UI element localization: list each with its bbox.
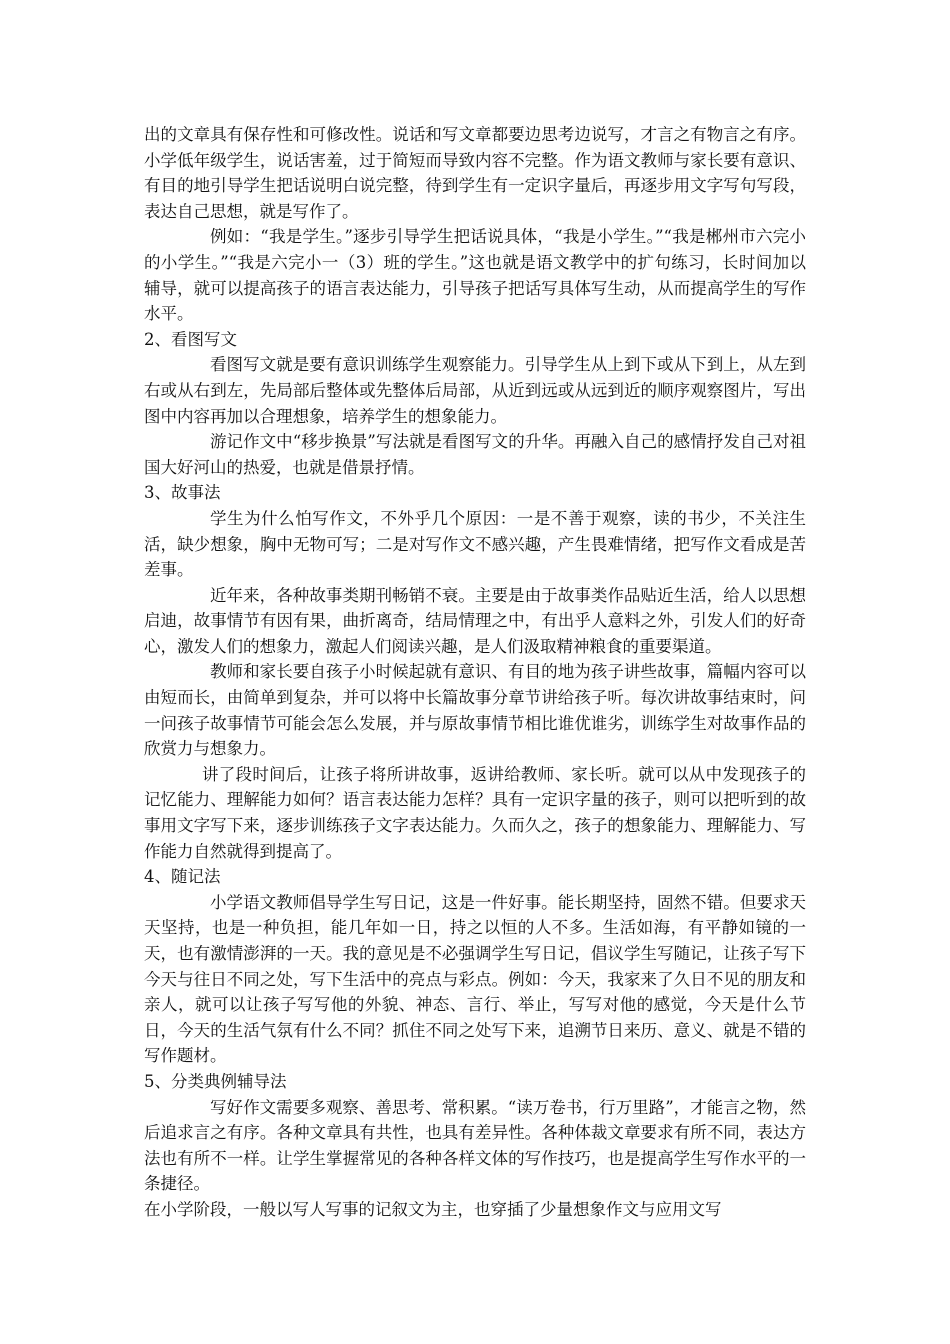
- section-heading: 5、分类典例辅导法: [144, 1071, 287, 1091]
- paragraph: 教师和家长要自孩子小时候起就有意识、有目的地为孩子讲些故事，篇幅内容可以由短而长，由简单到复杂，并可以将中长篇故事分章节讲给孩子听。每次讲故事结束时，问一问孩子故事情节可能会怎么发展，并与原故事情节相比谁优谁劣，训练学生对故事作品的欣赏力与想象力。: [144, 662, 806, 759]
- paragraph: 在小学阶段，一般以写人写事的记叙文为主，也穿插了少量想象作文与应用文写: [144, 1199, 722, 1219]
- paragraph: 学生为什么怕写作文，不外乎几个原因：一是不善于观察，读的书少，不关注生活，缺少想象，胸中无物可写；二是对写作文不感兴趣，产生畏难情绪，把写作文看成是苦差事。: [144, 508, 806, 580]
- paragraph: 看图写文就是要有意识训练学生观察能力。引导学生从上到下或从下到上，从左到右或从右到左，先局部后整体或先整体后局部，从近到远或从远到近的顺序观察图片，写出图中内容再加以合理想象，培养学生的想象能力。: [144, 355, 806, 426]
- paragraph: 出的文章具有保存性和可修改性。说话和写文章都要边思考边说写，才言之有物言之有序。小学低年级学生，说话害羞，过于简短而导致内容不完整。作为语文教师与家长要有意识、有目的地引导学生把话说明白说完整，待到学生有一定识字量后，再逐步用文字写句写段，表达自己思想，就是写作了。: [144, 125, 806, 221]
- paragraph: 游记作文中“移步换景”写法就是看图写文的升华。再融入自己的感情抒发自己对祖国大好河山的热爱，也就是借景抒情。: [144, 432, 806, 477]
- paragraph: 小学语文教师倡导学生写日记，这是一件好事。能长期坚持，固然不错。但要求天天坚持，也是一种负担，能几年如一日，持之以恒的人不多。生活如海，有平静如镜的一天，也有激情澎湃的一天。我的意见是不必强调学生写日记，倡议学生写随记，让孩子写下今天与往日不同之处，写下生活中的亮点与彩点。例如：今天，我家来了久日不见的朋友和亲人，就可以让孩子写写他的外貌、神态、言行、举止，写写对他的感觉，今天是什么节日，今天的生活气氛有什么不同？抓住不同之处写下来，追溯节日来历、意义、就是不错的写作题材。: [144, 892, 806, 1066]
- document-body: [144, 122, 806, 1223]
- paragraph: 近年来，各种故事类期刊畅销不衰。主要是由于故事类作品贴近生活，给人以思想启迪，故事情节有因有果，曲折离奇，结局情理之中，有出乎人意料之外，引发人们的好奇心，激发人们的想象力，激起人们阅读兴趣，是人们汲取精神粮食的重要渠道。: [144, 585, 806, 656]
- section-heading: 2、看图写文: [144, 329, 237, 349]
- section-heading: 3、故事法: [144, 483, 221, 503]
- paragraph: 例如：“我是学生。”逐步引导学生把话说具体，“我是小学生。”“我是郴州市六完小的小学生。”“我是六完小一（3）班的学生。”这也就是语文教学中的扩句练习，长时间加以辅导，就可以提高孩子的语言表达能力，引导孩子把话写具体写生动，从而提高学生的写作水平。: [144, 227, 806, 324]
- paragraph: 讲了段时间后，让孩子将所讲故事，返讲给教师、家长听。就可以从中发现孩子的记忆能力、理解能力如何？语言表达能力怎样？具有一定识字量的孩子，则可以把听到的故事用文字写下来，逐步训练孩子文字表达能力。久而久之，孩子的想象能力、理解能力、写作能力自然就得到提高了。: [144, 764, 806, 861]
- section-heading: 4、随记法: [144, 867, 221, 887]
- paragraph: 写好作文需要多观察、善思考、常积累。“读万卷书，行万里路”，才能言之物，然后追求言之有序。各种文章具有共性，也具有差异性。各种体裁文章要求有所不同，表达方法也有所不一样。让学生掌握常见的各种各样文体的写作技巧，也是提高学生写作水平的一条捷径。: [144, 1097, 806, 1194]
